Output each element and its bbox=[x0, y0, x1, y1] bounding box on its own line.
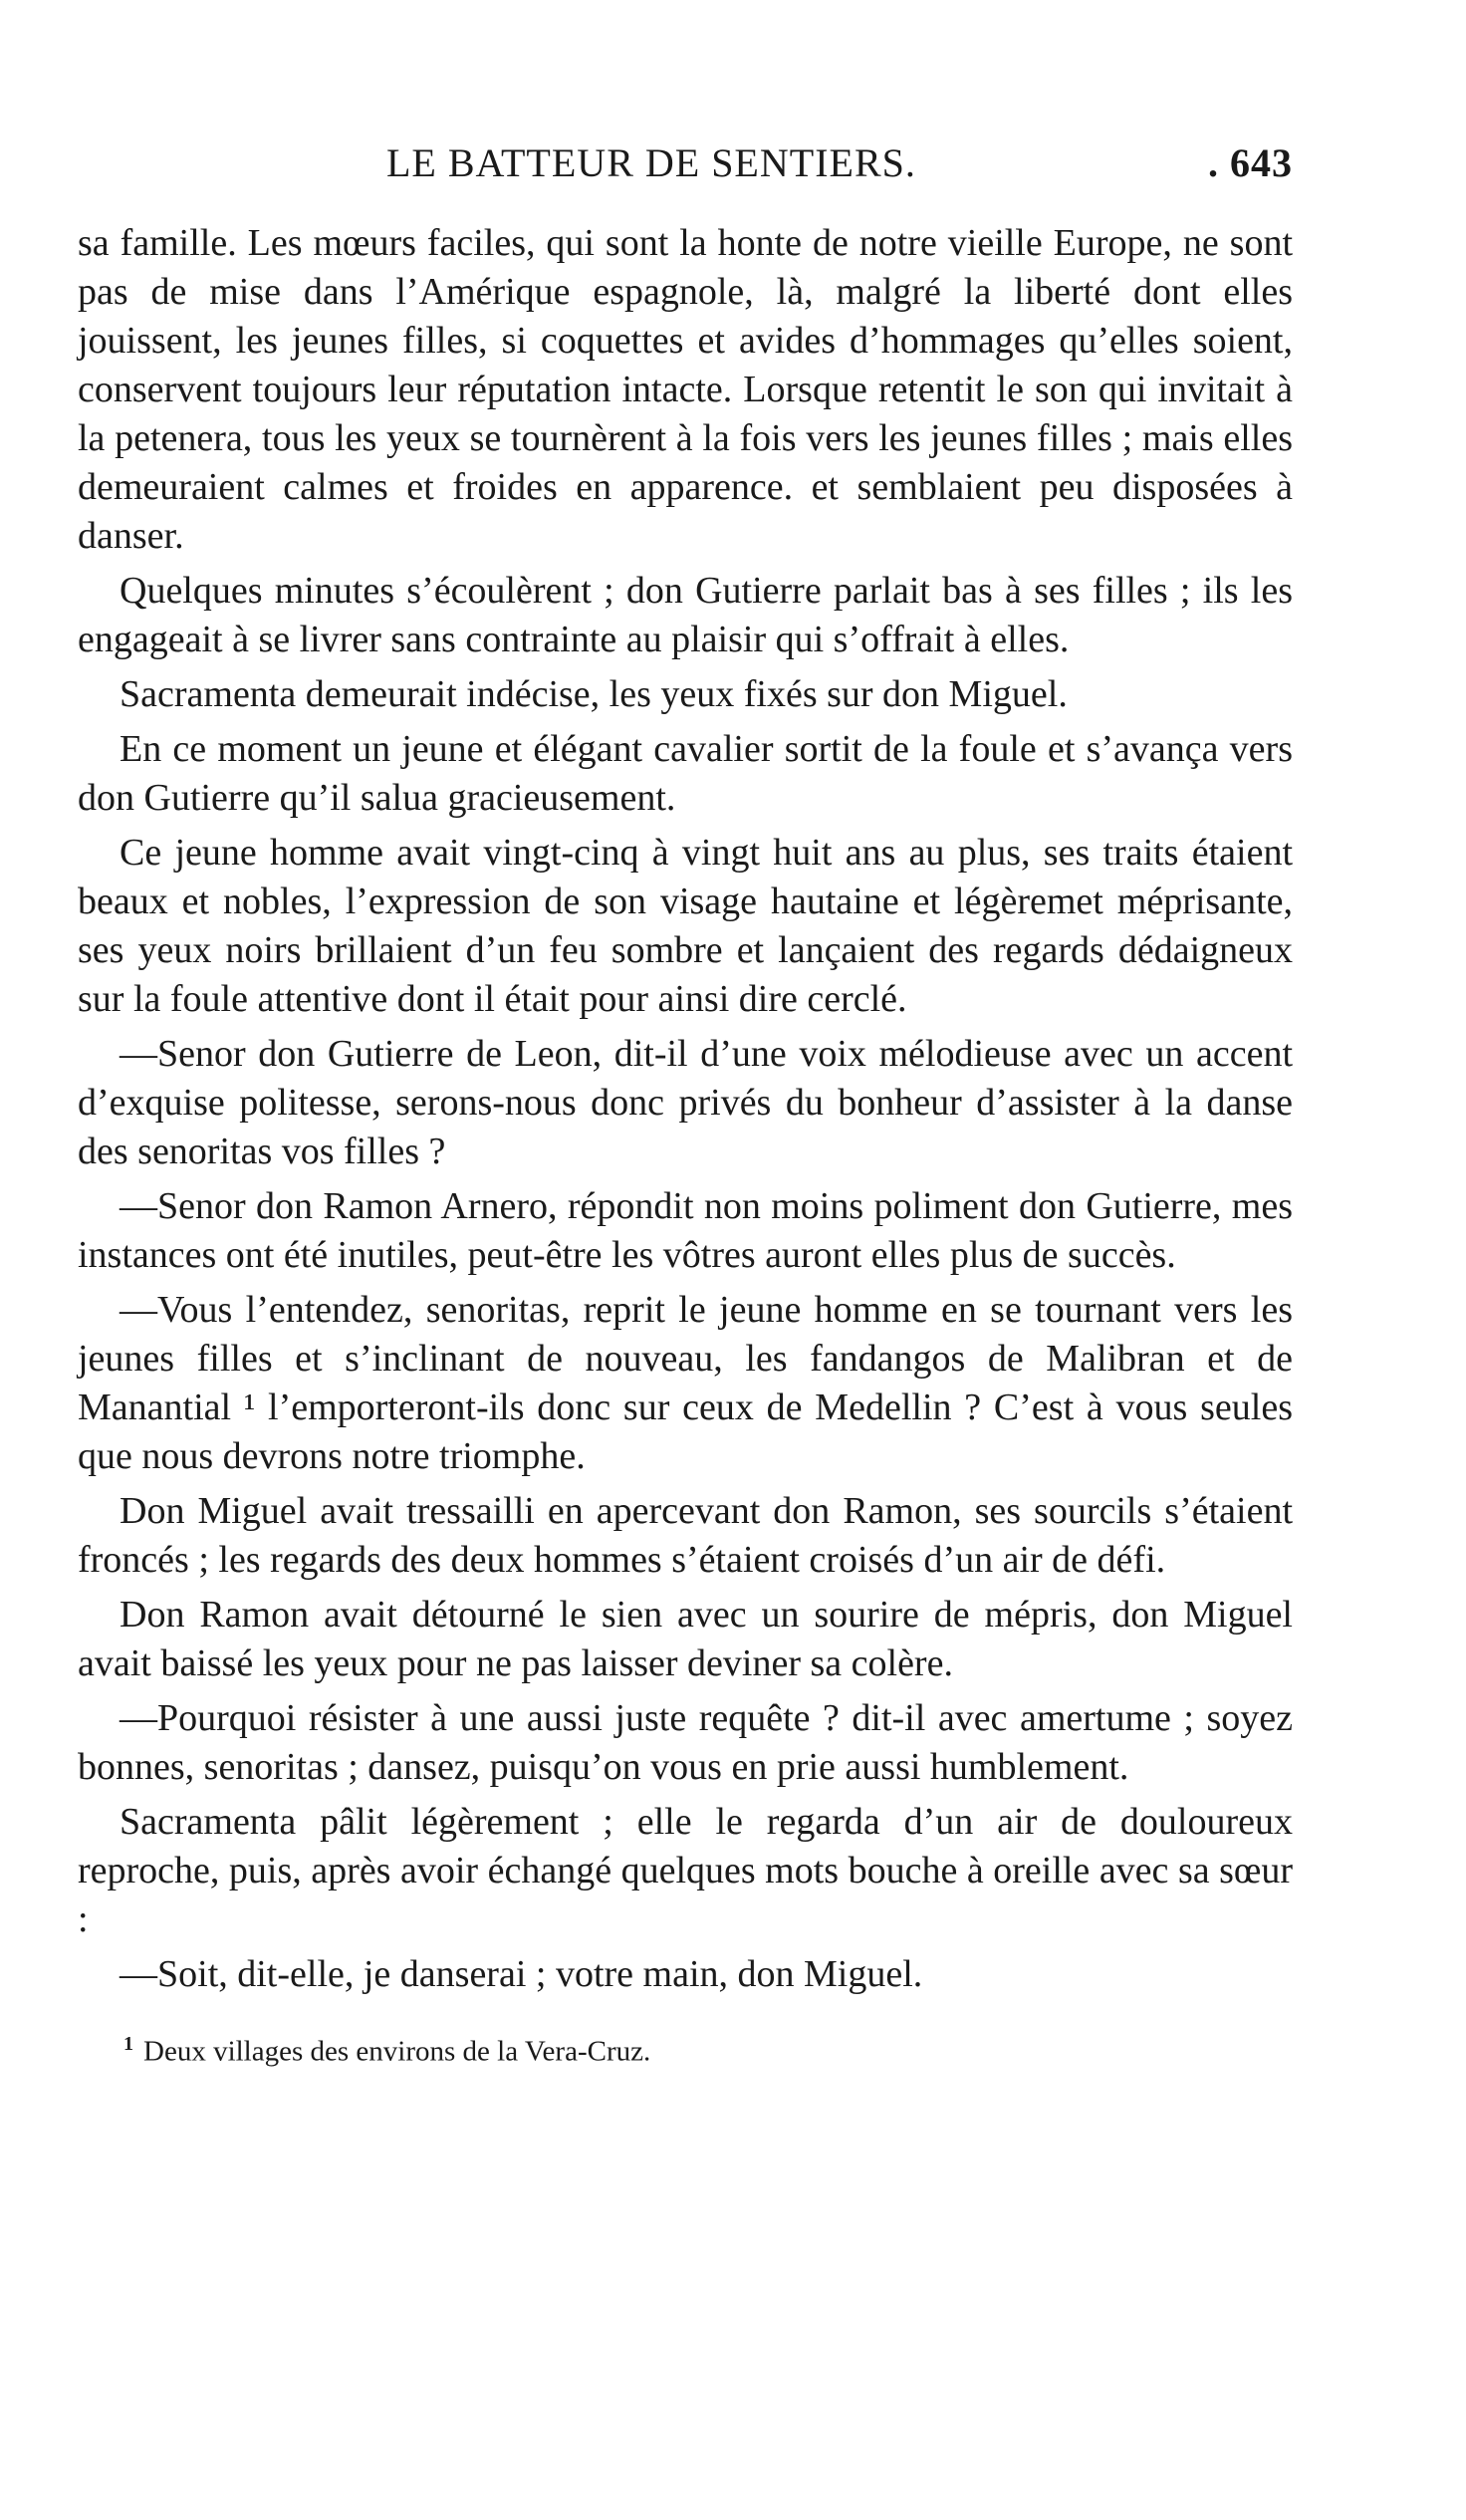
body-text bbox=[78, 219, 1293, 1999]
running-title: LE BATTEUR DE SENTIERS. bbox=[386, 140, 916, 185]
page-header bbox=[78, 139, 1293, 199]
paragraph: Quelques minutes s’écoulèrent ; don Gutierre parlait bas à ses filles ; ils les engageait à se livrer sans contrainte au plaisir qui s’offrait à elles. bbox=[78, 570, 1293, 660]
paragraph: Sacramenta pâlit légèrement ; elle le regarda d’un air de douloureux reproche, puis, après avoir échangé quelques mots bouche à oreille avec sa sœur : bbox=[78, 1801, 1293, 1940]
footnote-text: Deux villages des environs de la Vera-Cruz. bbox=[143, 2035, 651, 2068]
paragraph: Don Ramon avait détourné le sien avec un sourire de mépris, don Miguel avait baissé les yeux pour ne pas laisser deviner sa colère. bbox=[78, 1594, 1293, 1684]
paragraph: —Pourquoi résister à une aussi juste requête ? dit-il avec amertume ; soyez bonnes, senoritas ; dansez, puisqu’on vous en prie aussi humblement. bbox=[78, 1697, 1293, 1788]
paragraph: Ce jeune homme avait vingt-cinq à vingt huit ans au plus, ses traits étaient beaux et nobles, l’expression de son visage hautaine et légèremet méprisante, ses yeux noirs brillaient d’un feu sombre et lançaient des regards dédaigneux sur la foule attentive dont il était pour ainsi dire cerclé. bbox=[78, 832, 1293, 1020]
paragraph: —Senor don Ramon Arnero, répondit non moins poliment don Gutierre, mes instances ont été inutiles, peut-être les vôtres auront elles plus de succès. bbox=[78, 1185, 1293, 1276]
paragraph: sa famille. Les mœurs faciles, qui sont la honte de notre vieille Europe, ne sont pas de mise dans l’Amérique espagnole, là, malgré la liberté dont elles jouissent, les jeunes filles, si coquettes et avides d’hommages qu’elles soient, conservent toujours leur réputation intacte. Lorsque retentit le son qui invitait à la petenera, tous les yeux se tournèrent à la fois vers les jeunes filles ; mais elles demeuraient calmes et froides en apparence. et semblaient peu disposées à danser. bbox=[78, 222, 1293, 557]
footnote bbox=[78, 2025, 1293, 2071]
page-number: . 643 bbox=[1208, 140, 1293, 185]
paragraph: Don Miguel avait tressailli en apercevant don Ramon, ses sourcils s’étaient froncés ; les regards des deux hommes s’étaient croisés d’un air de défi. bbox=[78, 1490, 1293, 1581]
paragraph: —Senor don Gutierre de Leon, dit-il d’une voix mélodieuse avec un accent d’exquise politesse, serons-nous donc privés du bonheur d’assister à la danse des senoritas vos filles ? bbox=[78, 1033, 1293, 1172]
paragraph: En ce moment un jeune et élégant cavalier sortit de la foule et s’avança vers don Gutierre qu’il salua gracieusement. bbox=[78, 728, 1293, 819]
paragraph: —Soit, dit-elle, je danserai ; votre main, don Miguel. bbox=[120, 1953, 923, 1995]
paragraph: —Vous l’entendez, senoritas, reprit le jeune homme en se tournant vers les jeunes filles et s’inclinant de nouveau, les fandangos de Malibran et de Manantial ¹ l’emporteront-ils donc sur ceux de Medellin ? C’est à vous seules que nous devrons notre triomphe. bbox=[78, 1289, 1293, 1477]
paragraph: Sacramenta demeurait indécise, les yeux fixés sur don Miguel. bbox=[120, 673, 1068, 715]
footnote-marker: 1 bbox=[123, 2033, 133, 2055]
book-page bbox=[78, 139, 1293, 2071]
